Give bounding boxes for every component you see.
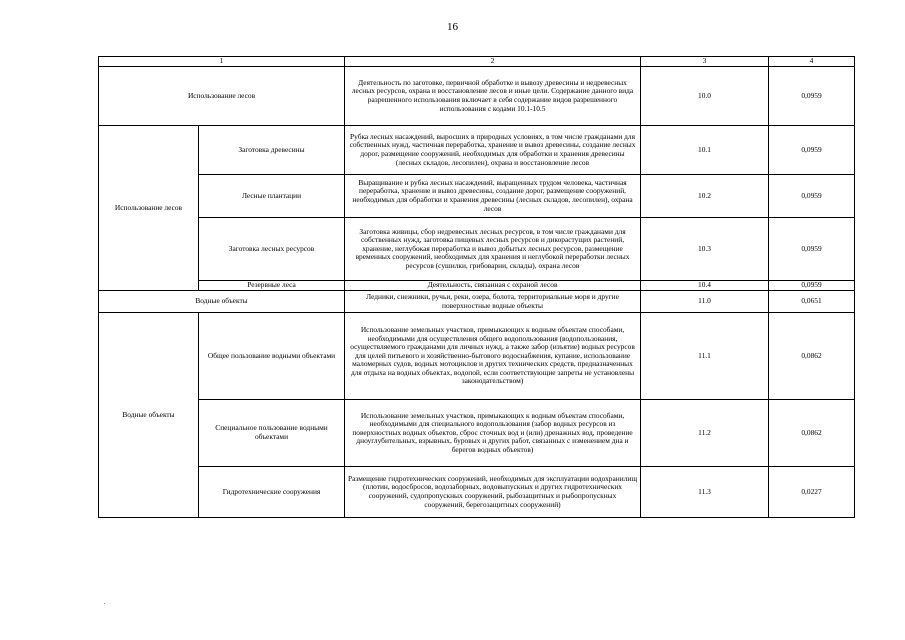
row-description: Использование земельных участков, примыкающих к водным объектам способами, необходимыми для специального водопользования (забор водных ресурсов из поверхностных водных объектов, сброс сточных вод и (или) дренажных вод, проведение дноуглубительных, взрывных, буровых и других работ, связанных с изменением дна и берегов водных объектов) (345, 400, 641, 467)
table-row-wood-harvesting (99, 126, 855, 175)
row-description: Деятельность, связанная с охраной лесов (345, 281, 641, 291)
row-code: 10.3 (641, 218, 769, 281)
row-name: Резервные леса (199, 281, 345, 291)
scan-speck (104, 603, 105, 604)
table-row-general-water-use (99, 313, 855, 400)
table-row-forest-use (99, 67, 855, 126)
row-name: Общее пользование водными объектами (199, 313, 345, 400)
column-header-3: 3 (641, 57, 769, 67)
row-description: Заготовка живицы, сбор недревесных лесных ресурсов, в том числе гражданами для собственных нужд, заготовка пищевых лесных ресурсов и дикорастущих растений, хранение, неглубокая переработка и вывоз добытых лесных ресурсов, размещение временных сооружений, необходимых для хранения и неглубокой переработки лесных ресурсов (сушилки, грибоварни, склады), охрана лесов (345, 218, 641, 281)
row-value: 0,0959 (769, 126, 855, 175)
row-name: Специальное пользование водными объектами (199, 400, 345, 467)
land-use-table (98, 56, 855, 518)
row-code: 10.2 (641, 175, 769, 218)
group-label-water-objects: Водные объекты (99, 313, 199, 518)
column-header-1: 1 (99, 57, 345, 67)
table-header-row (99, 57, 855, 67)
row-description: Использование земельных участков, примыкающих к водным объектам способами, необходимыми для осуществления общего водопользования (водопользования, осуществляемого гражданами для личных нужд, а также забор (изъятие) водных ресурсов для целей питьевого и хозяйственно-бытового водоснабжения, купание, использование маломерных судов, водных мотоциклов и других технических средств, предназначенных для отдыха на водных объектах, водопой, если соответствующие запреты не установлены законодательством) (345, 313, 641, 400)
row-description: Ледники, снежники, ручьи, реки, озера, болота, территориальные моря и другие поверхностные водные объекты (345, 291, 641, 313)
table-row-reserve-forests (99, 281, 855, 291)
table-row-special-water-use (99, 400, 855, 467)
row-value: 0,0862 (769, 400, 855, 467)
row-description: Размещение гидротехнических сооружений, необходимых для эксплуатации водохранилищ (плотин, водосбросов, водозаборных, водовыпускных и других гидротехнических сооружений, судопропускных сооружений, рыбозащитных и рыбопропускных сооружений, берегозащитных сооружений) (345, 467, 641, 518)
row-value: 0,0862 (769, 313, 855, 400)
page-number: 16 (447, 21, 458, 33)
row-code: 11.1 (641, 313, 769, 400)
row-code: 10.4 (641, 281, 769, 291)
row-code: 10.1 (641, 126, 769, 175)
table-row-forest-resources (99, 218, 855, 281)
group-label-forest-use: Использование лесов (99, 126, 199, 291)
column-header-2: 2 (345, 57, 641, 67)
row-description: Рубка лесных насаждений, выросших в природных условиях, в том числе гражданами для собственных нужд, частичная переработка, хранение и вывоз древесины, создание лесных дорог, размещение сооружений, необходимых для обработки и хранения древесины (лесных складов, лесопилен), охрана и восстановление лесов (345, 126, 641, 175)
row-value: 0,0959 (769, 67, 855, 126)
row-code: 11.2 (641, 400, 769, 467)
row-value: 0,0651 (769, 291, 855, 313)
row-name: Лесные плантации (199, 175, 345, 218)
row-value: 0,0959 (769, 175, 855, 218)
column-header-4: 4 (769, 57, 855, 67)
row-name: Заготовка лесных ресурсов (199, 218, 345, 281)
row-name: Гидротехнические сооружения (199, 467, 345, 518)
row-name: Водные объекты (99, 291, 345, 313)
row-code: 10.0 (641, 67, 769, 126)
row-value: 0,0227 (769, 467, 855, 518)
row-code: 11.0 (641, 291, 769, 313)
table-row-water-objects (99, 291, 855, 313)
row-name: Заготовка древесины (199, 126, 345, 175)
row-value: 0,0959 (769, 218, 855, 281)
table-row-forest-plantations (99, 175, 855, 218)
row-description: Деятельность по заготовке, первичной обработке и вывозу древесины и недревесных лесных ресурсов, охрана и восстановление лесов и иные цели. Содержание данного вида разрешенного использования включает в себя содержание видов разрешенного использования с кодами 10.1-10.5 (345, 67, 641, 126)
table-row-hydro-structures (99, 467, 855, 518)
row-description: Выращивание и рубка лесных насаждений, выращенных трудом человека, частичная переработка, хранение и вывоз древесины, создание дорог, размещение сооружений, необходимых для обработки и хранения древесины (лесных складов, лесопилен), охрана лесов (345, 175, 641, 218)
row-value: 0,0959 (769, 281, 855, 291)
row-name: Использование лесов (99, 67, 345, 126)
row-code: 11.3 (641, 467, 769, 518)
